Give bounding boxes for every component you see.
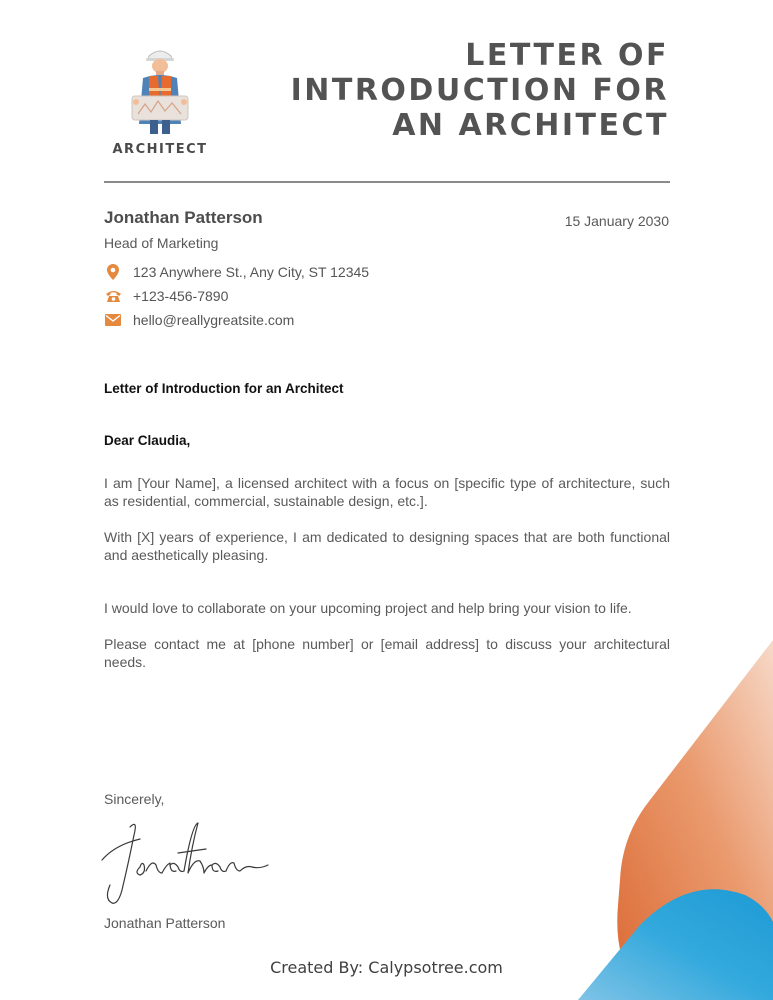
sender-name: Jonathan Patterson <box>104 208 263 227</box>
letter-closing: Sincerely, <box>104 791 165 807</box>
email-text: hello@reallygreatsite.com <box>133 312 295 328</box>
logo-label: ARCHITECT <box>112 142 208 157</box>
letter-subject: Letter of Introduction for an Architect <box>104 381 344 396</box>
document-title <box>291 38 669 143</box>
contact-phone <box>104 287 228 305</box>
location-pin-icon <box>104 264 122 280</box>
title-line: INTRODUCTION FOR <box>290 73 669 108</box>
phone-text: +123-456-7890 <box>133 288 229 304</box>
body-paragraph: With [X] years of experience, I am dedicated to designing spaces that are both functional and aesthetically pleasing. <box>104 529 670 563</box>
body-paragraph: Please contact me at [phone number] or [email address] to discuss your architectural needs. <box>104 636 670 670</box>
mail-icon <box>104 312 122 328</box>
header-divider <box>104 181 670 183</box>
letter-date: 15 January 2030 <box>564 213 669 229</box>
architect-illustration-icon <box>125 44 195 136</box>
address-text: 123 Anywhere St., Any City, ST 12345 <box>133 264 370 280</box>
contact-email <box>104 311 294 329</box>
signer-name: Jonathan Patterson <box>104 915 226 931</box>
title-line: LETTER OF <box>465 38 669 73</box>
footer-credit: Created By: Calypsotree.com <box>270 958 503 977</box>
title-line: AN ARCHITECT <box>392 108 669 143</box>
contact-address <box>104 263 369 281</box>
handwritten-signature <box>100 815 280 910</box>
letter-greeting: Dear Claudia, <box>104 433 191 448</box>
sender-role: Head of Marketing <box>104 235 219 251</box>
architect-logo <box>112 44 208 164</box>
body-paragraph: I am [Your Name], a licensed architect with a focus on [specific type of architecture, such as residential, commercial, sustainable design, etc.]. <box>104 475 670 509</box>
blue-band-shape <box>578 889 773 1000</box>
phone-icon <box>104 288 122 304</box>
body-paragraph: I would love to collaborate on your upcoming project and help bring your vision to life. <box>104 600 632 616</box>
